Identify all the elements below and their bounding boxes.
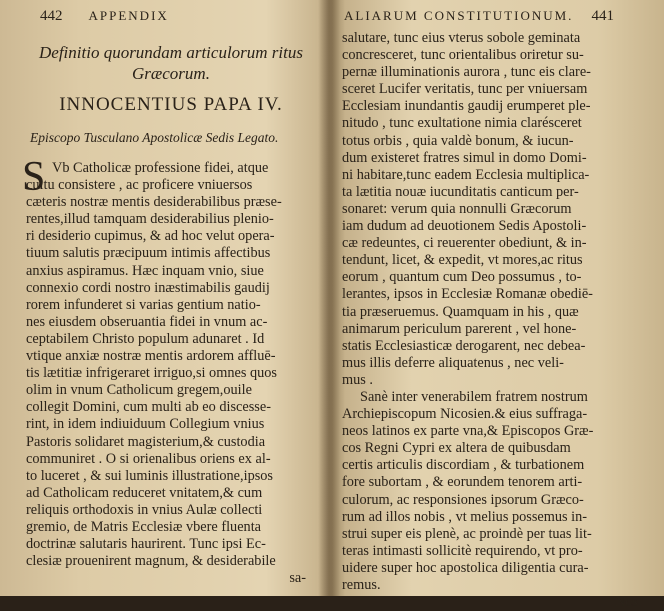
text-line: Sanè inter venerabilem fratrem nostrum xyxy=(360,388,588,405)
text-line: concresceret, tunc orientalibus oriretur su- xyxy=(342,47,584,64)
text-line: nitudo , tunc exultatione nimia clarésceret xyxy=(342,115,582,132)
text-line: neos latinos ex parte vna,& Episcopos Græ- xyxy=(342,423,594,440)
text-line: ri desiderio cupimus, & ad hoc velut opera- xyxy=(26,228,275,245)
text-line: Pastoris solidaret magisterium,& custodia xyxy=(26,433,266,450)
text-line: tia præseruemus. Quamquam in his , quæ xyxy=(342,303,579,320)
text-line: rorem infunderet si varias gentium natio- xyxy=(26,296,261,313)
catchword: sa- xyxy=(289,570,306,587)
left-running-head xyxy=(40,8,169,25)
text-line: collegit Domini, cum multi ab eo discesse- xyxy=(26,399,271,416)
text-line: animarum periculum parerent , vel hone- xyxy=(342,320,577,337)
section-title xyxy=(26,42,316,84)
catchword: Nos xyxy=(614,594,638,611)
text-line: sceret Lucifer veritatis, tunc per vniuersam xyxy=(342,81,588,98)
text-line: tiuum salutis præcipuum intimis affectibus xyxy=(26,245,271,262)
text-line: communiret . O si orienalibus oriens ex al- xyxy=(26,450,271,467)
text-line: cultu consistere , ac proficere vniuersos xyxy=(26,177,253,194)
text-line: remus. xyxy=(342,577,381,593)
address-line: Episcopo Tusculano Apostolicæ Sedis Legato. xyxy=(30,130,279,145)
title-line: Definitio quorundam articulorum ritus xyxy=(39,43,303,62)
text-line: rentes,illud tamquam desiderabilius plenio- xyxy=(26,211,274,228)
right-page-number: 441 xyxy=(591,8,614,24)
right-body-text xyxy=(342,30,654,611)
text-line: ni habitare,tunc eadem Ecclesia multiplica- xyxy=(342,166,590,183)
text-line: clesiæ prouenirent magnum, & desiderabile xyxy=(26,553,276,570)
text-line: rum ad illos nobis , vt melius possemus in- xyxy=(342,508,588,525)
text-line: cæteris nostræ mentis desiderabilibus præse- xyxy=(26,194,282,211)
left-body-text xyxy=(22,154,322,587)
text-line: anxius aspiramus. Hæc inquam vnio, siue xyxy=(26,262,264,279)
text-line: ta lætitia nouæ iucunditatis canticum per- xyxy=(342,183,579,200)
text-line: gremio, de Matris Ecclesiæ vbere fluenta xyxy=(26,518,262,535)
text-line: lerantes, ipsos in Ecclesiæ Romanæ obediē- xyxy=(342,286,593,303)
text-line: certis articulis discordiam , & turbationem xyxy=(342,457,585,474)
text-line: pernæ illuminationis aurora , tunc eis clare- xyxy=(342,64,591,81)
left-page xyxy=(0,0,328,596)
text-line: fore subortam , & eorundem tenorem arti- xyxy=(342,474,583,491)
text-line: mus . xyxy=(342,371,373,388)
text-line: salutare, tunc eius vterus sobole geminata xyxy=(342,30,581,46)
text-line: dum existeret fratres simul in domo Domi- xyxy=(342,149,587,166)
text-line: tis lætitiæ infrigeraret irriguo,si omnes quos xyxy=(26,365,277,382)
right-page xyxy=(334,0,664,611)
right-running-title: ALIARUM CONSTITUTIONUM. xyxy=(344,8,574,23)
text-line: tendunt, licet, & expedit, vt mores,ac ritus xyxy=(342,252,583,269)
text-line: connexio cordi nostro inæstimabilis gaudij xyxy=(26,279,270,296)
text-line: mus illis deferre aliquatenus , nec veli- xyxy=(342,354,564,371)
left-page-number: 442 xyxy=(40,8,63,24)
text-line: nes eiusdem obseruantia fidei in vnum ac- xyxy=(26,313,268,330)
left-running-title: APPENDIX xyxy=(88,8,169,23)
drop-cap: S xyxy=(22,154,46,200)
text-line: to luceret , & sui luminis illustratione,ipsos xyxy=(26,467,273,484)
pope-heading: INNOCENTIUS PAPA IV. xyxy=(59,94,283,115)
text-line: eorum , quantum cum Deo possumus , to- xyxy=(342,269,582,286)
text-line: vtique anxiæ nostræ mentis ardorem affluē- xyxy=(26,348,276,365)
right-running-head xyxy=(344,8,614,25)
text-line: cos Regni Cypri ex altera de quibusdam xyxy=(342,440,571,457)
title-line: Græcorum. xyxy=(132,64,210,83)
text-line: ad Catholicam reduceret vnitatem,& cum xyxy=(26,484,263,501)
text-line: rint, in idem indiuiduum Collegium vnius xyxy=(26,416,265,433)
text-line: culorum, ac responsiones ipsorum Græco- xyxy=(342,491,584,508)
text-line: sonaret: verum quia nonnulli Græcorum xyxy=(342,200,572,217)
text-line: olim in vnum Catholicum gregem,ouile xyxy=(26,382,252,399)
text-line: reliquis orthodoxis in vnius Aulæ collecti xyxy=(26,501,263,518)
text-line: Vb Catholicæ professione fidei, atque xyxy=(52,160,269,176)
text-line: teras intimasti sollicitè requirendo, vt pro- xyxy=(342,542,583,559)
text-line: doctrinæ salutaris haurirent. Tunc ipsi Ec- xyxy=(26,536,266,553)
text-line: cæ redeuntes, ci reuerenter obediunt, & in- xyxy=(342,235,587,252)
text-line: ceptabilem Christo populum adunaret . Id xyxy=(26,330,265,347)
text-line: Archiepiscopum Nicosien.& eius suffraga- xyxy=(342,406,588,423)
text-line: strui super eis plenè, ac proindè per tuas lit- xyxy=(342,525,592,542)
text-line: Ecclesiam inundantis gaudij erumperet ple- xyxy=(342,98,591,115)
text-line: uidere super hoc apostolica diligentia cura- xyxy=(342,559,589,576)
text-line: statis Ecclesiasticæ derogarent, nec debea- xyxy=(342,337,586,354)
text-line: totus orbis , quia valdè bonum, & iucun- xyxy=(342,132,574,149)
text-line: iam dudum ad deuotionem Sedis Apostoli- xyxy=(342,218,587,235)
